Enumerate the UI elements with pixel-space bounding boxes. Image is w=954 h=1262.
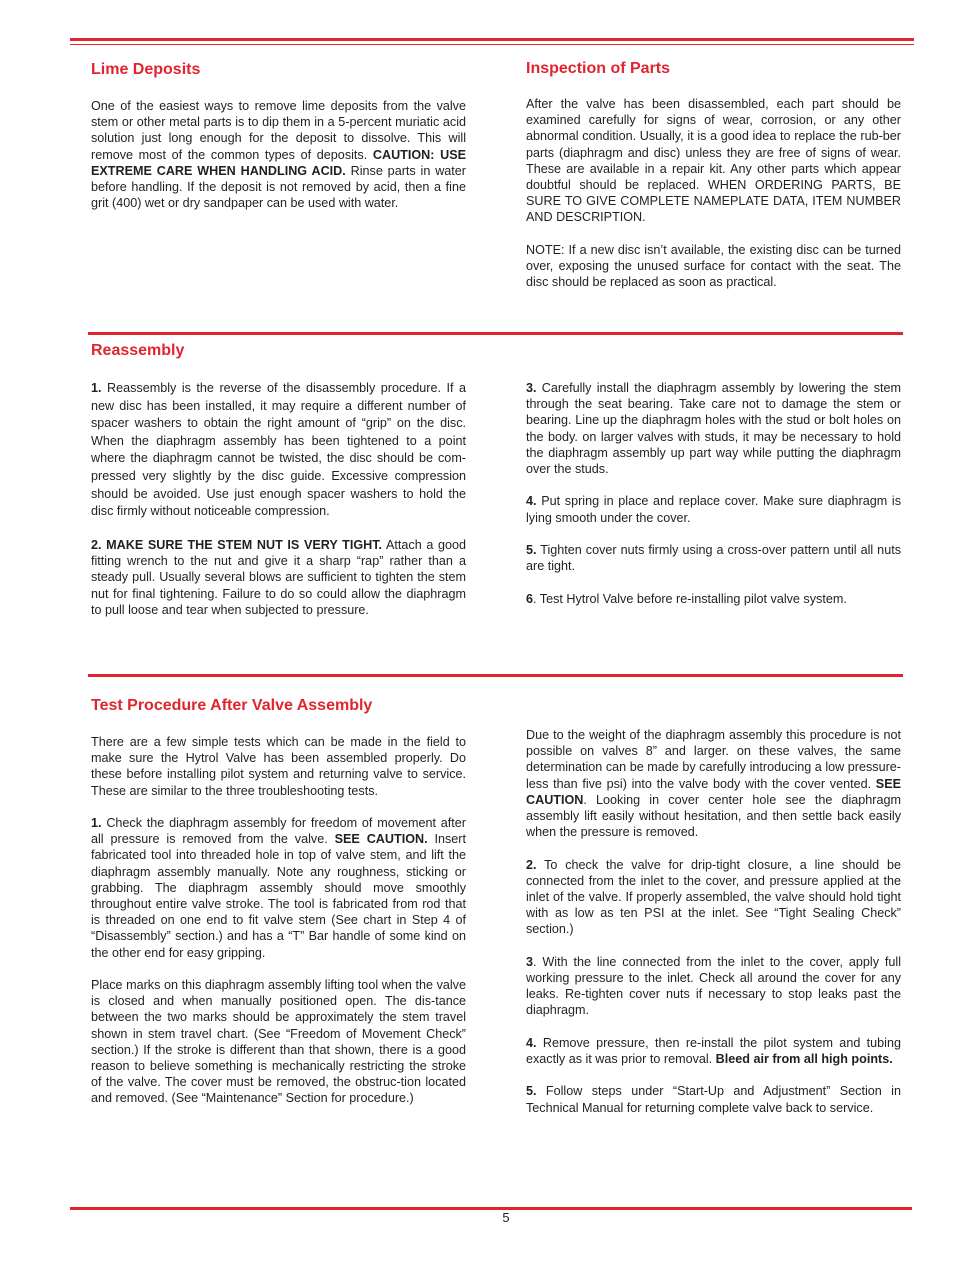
test-procedure-heading: Test Procedure After Valve Assembly [91, 697, 373, 714]
inspection-heading: Inspection of Parts [526, 60, 671, 77]
top-rule-thin [70, 44, 914, 45]
test-left: There are a few simple tests which can be made in the field to make sure the Hytrol Valve has been assembled properly. Do these before installing pilot system and returning valve to service. These are similar to the three troubleshooting tests. 1. Check the diaphragm assembly for freedom of movement after all pressure is removed from the valve. SEE CAUTION. Insert fabricated tool into threaded hole in top of valve stem, and lift the diaphragm assembly manually. Note any roughness, sticking or grabbing. The diaphragm assembly should move smoothly throughout entire valve stroke. The tool is fabricated from rod that is threaded on one end to fit valve stem (See chart in Step 4 of “Disassembly” section.) and has a “T” Bar handle of some kind on the other end for easy gripping. Place marks on this diaphragm assembly lifting tool when the valve is closed and when manually positioned open. The dis-tance between the two marks should be approximately the stem travel shown in stem travel chart. (See “Freedom of Movement Check” section.) If the stroke is different than that shown, there is a good reason to believe something is mechanically restricting the stroke of the valve. The cover must be removed, the obstruc-tion located and removed. (See “Maintenance” Section for procedure.) [91, 735, 466, 1106]
inspection-text: After the valve has been disassembled, each part should be examined carefully for signs of wear, corrosion, or any other abnormal condition. Usually, it is a good idea to replace the rub-ber parts (diaphragm and disc) unless they are free of signs of wear. These are available in a repair kit. Any other parts which appear doubtful should be replaced. WHEN ORDERING PARTS, BE SURE TO GIVE COMPLETE NAMEPLATE DATA, ITEM NUMBER AND DESCRIPTION. NOTE: If a new disc isn’t available, the existing disc can be turned over, exposing the unused surface for contact with the seat. The disc should be replaced as soon as practical. [526, 97, 901, 290]
lime-deposits-text: One of the easiest ways to remove lime deposits from the valve stem or other metal parts is to dip them in a 5-percent muriatic acid solution just long enough for the deposit to dissolve. This will remove most of the common types of deposits. CAUTION: USE EXTREME CARE WHEN HANDLING ACID. Rinse parts in water before handling. If the deposit is not removed by acid, then a fine grit (400) wet or dry sandpaper can be used with water. [91, 99, 466, 211]
test-right: Due to the weight of the diaphragm assembly this procedure is not possible on valves 8” and larger. on these valves, the same determination can be made by carefully introducing a low pressure-less than five psi) into the valve body with the cover vented. SEE CAUTION. Looking in cover center hole see the diaphragm assembly lift easily without hesitation, and then settle back easily when the pressure is removed. 2. To check the valve for drip-tight closure, a line should be connected from the inlet to the cover, and pressure applied at the inlet of the valve. If properly assembled, the valve should hold tight with as low as ten PSI at the inlet. See “Tight Sealing Check” section.) 3. With the line connected from the inlet to the cover, apply full working pressure to the inlet. Check all around the cover for any leaks. Re-tighten cover nuts if necessary to stop leaks past the diaphragm. 4. Remove pressure, then re-install the pilot system and tubing exactly as it was prior to removal. Bleed air from all high points. 5. Follow steps under “Start-Up and Adjustment” Section in Technical Manual for returning complete valve back to service. [526, 728, 901, 1115]
top-rule [70, 38, 914, 41]
reassembly-heading: Reassembly [91, 342, 185, 359]
lime-deposits-heading: Lime Deposits [91, 61, 201, 78]
page-number: 5 [502, 1210, 510, 1225]
reassembly-rule [88, 332, 903, 335]
reassembly-left: 1. Reassembly is the reverse of the disassembly procedure. If a new disc has been installed, it may require a different number of spacer washers to obtain the right amount of “grip” on the disc. When the diaphragm assembly has been tightened to a point where the diaphragm cannot be twisted, the disc should be com-pressed very slightly by the disc guide. Excessive compression should be avoided. Use just enough spacer washers to hold the disc firmly without noticeable compression. 2. MAKE SURE THE STEM NUT IS VERY TIGHT. Attach a good fitting wrench to the nut and give it a sharp “rap” rather than a steady pull. Usually several blows are sufficient to tighten the stem nut for final tightening. Failure to do so could allow the diaphragm to pull loose and tear when subjected to pressure. [91, 381, 466, 617]
test-rule [88, 674, 903, 677]
reassembly-right: 3. Carefully install the diaphragm assembly by lowering the stem through the seat bearing. Take care not to damage the stem or bearing. Line up the diaphragm holes with the stud or bolt holes on the body. on larger valves with studs, it may be necessary to hold the diaphragm assembly up part way while putting the diaphragm over the studs. 4. Put spring in place and replace cover. Make sure diaphragm is lying smooth under the cover. 5. Tighten cover nuts firmly using a cross-over pattern until all nuts are tight. 6. Test Hytrol Valve before re-installing pilot valve system. [526, 381, 901, 606]
